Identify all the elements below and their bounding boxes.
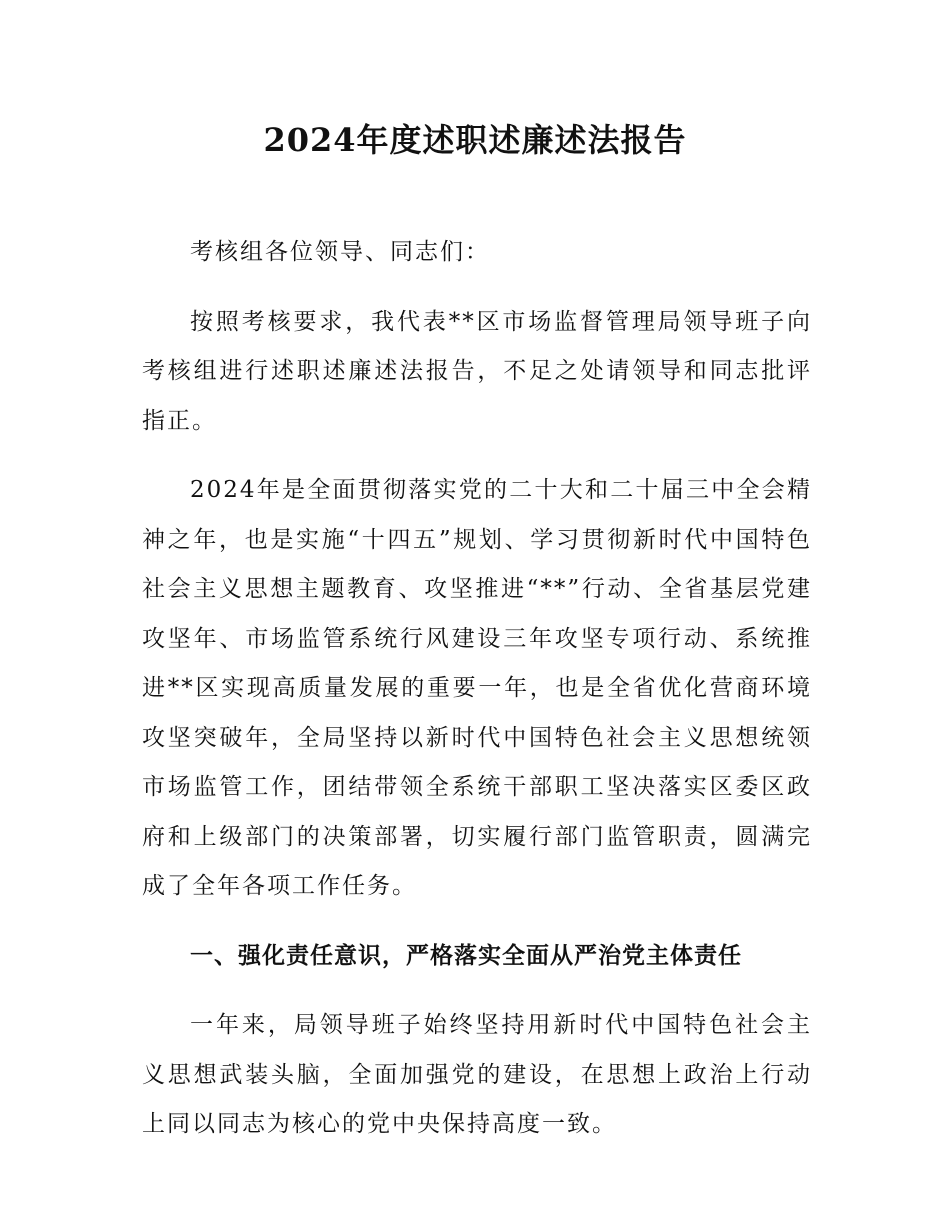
context-paragraph: 2024年是全面贯彻落实党的二十大和二十届三中全会精神之年，也是实施“十四五”规划、学习贯彻新时代中国特色社会主义思想主题教育、攻坚推进“**”行动、全省基层党建攻坚年、市场监管系统行风建设三年攻坚专项行动、系统推进**区实现高质量发展的重要一年，也是全省优化营商环境攻坚突破年，全局坚持以新时代中国特色社会主义思想统领市场监管工作，团结带领全系统干部职工坚决落实区委区政府和上级部门的决策部署，切实履行部门监管职责，圆满完成了全年各项工作任务。 bbox=[142, 477, 812, 899]
section-paragraph: 一年来，局领导班子始终坚持用新时代中国特色社会主义思想武装头脑，全面加强党的建设，在思想上政治上行动上同以同志为核心的党中央保持高度一致。 bbox=[142, 1012, 812, 1137]
salutation: 考核组各位领导、同志们： bbox=[190, 239, 490, 265]
document-body bbox=[142, 228, 812, 1170]
document-title: 2024年度述职述廉述法报告 bbox=[263, 121, 687, 159]
section-heading: 一、强化责任意识，严格落实全面从严治党主体责任 bbox=[190, 942, 742, 969]
intro-paragraph: 按照考核要求，我代表**区市场监督管理局领导班子向考核组进行述职述廉述法报告，不足之处请领导和同志批评指正。 bbox=[142, 308, 812, 434]
